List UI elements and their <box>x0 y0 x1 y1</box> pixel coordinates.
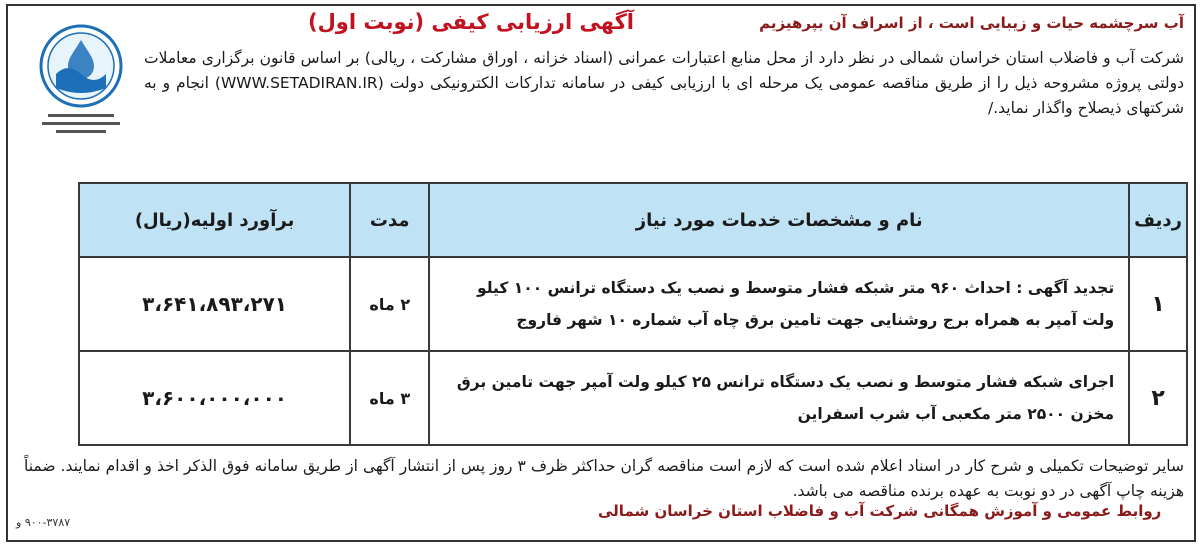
table-row <box>79 257 1187 351</box>
table-row <box>79 351 1187 445</box>
intro-text-end: انجام و به شرکتهای ذیصلاح واگذار نماید./ <box>144 74 1184 117</box>
footer-paragraph: سایر توضیحات تکمیلی و شرح کار در اسناد اعلام شده است که لازم است مناقصه گران حداکثر ظرف ۳ روز پس از انتشار آگهی از طریق سامانه فوق الذکر اخذ و اقدام نمایند. ضمناً هزینه چاپ آگهی در دو نوبت به عهده برنده مناقصه می باشد. <box>24 457 1184 500</box>
intro-text: شرکت آب و فاضلاب استان خراسان شمالی در نظر دارد از محل منابع اعتبارات عمرانی (اسناد خزانه ، اوراق مشارکت ، ریالی) بر اساس قانون برگزاری معاملات دولتی پروژه مشروحه ذیل را از طریق مناقصه عمومی یک مرحله ای با ارزیابی کیفی در سامانه تدارکات الکترونیکی دولت <box>144 49 1184 92</box>
intro-paragraph <box>144 46 1184 121</box>
header-row-number: ردیف <box>1129 183 1187 257</box>
services-table <box>78 182 1188 446</box>
company-logo-icon <box>26 16 136 146</box>
signature: روابط عمومی و آموزش همگانی شرکت آب و فاضلاب استان خراسان شمالی <box>598 502 1162 520</box>
header-description: نام و مشخصات خدمات مورد نیاز <box>429 183 1129 257</box>
slogan: آب سرچشمه حیات و زیبایی است ، از اسراف آن بپرهیزیم <box>759 14 1184 32</box>
service-duration: ۲ ماه <box>350 257 429 351</box>
header-estimate: برآورد اولیه(ریال) <box>79 183 350 257</box>
service-duration: ۳ ماه <box>350 351 429 445</box>
ad-code: ۹۰۰-۳۷۸۷ و <box>16 516 71 529</box>
service-estimate: ۳،۶۰۰،۰۰۰،۰۰۰ <box>79 351 350 445</box>
row-number: ۲ <box>1129 351 1187 445</box>
ad-title: آگهی ارزیابی کیفی (نوبت اول) <box>307 10 634 34</box>
website-link[interactable]: (WWW.SETADIRAN.IR) <box>214 74 384 92</box>
service-estimate: ۳،۶۴۱،۸۹۳،۲۷۱ <box>79 257 350 351</box>
service-description: تجدید آگهی : احداث ۹۶۰ متر شبکه فشار متوسط و نصب یک دستگاه ترانس ۱۰۰ کیلو ولت آمپر به همراه برج روشنایی جهت تامین برق چاه آب شماره ۱۰ شهر فاروج <box>429 257 1129 351</box>
service-description: اجرای شبکه فشار متوسط و نصب یک دستگاه ترانس ۲۵ کیلو ولت آمپر جهت تامین برق مخزن ۲۵۰۰ متر مکعبی آب شرب اسفراین <box>429 351 1129 445</box>
row-number: ۱ <box>1129 257 1187 351</box>
advertisement-frame <box>6 4 1196 542</box>
table-header-row <box>79 183 1187 257</box>
header-duration: مدت <box>350 183 429 257</box>
